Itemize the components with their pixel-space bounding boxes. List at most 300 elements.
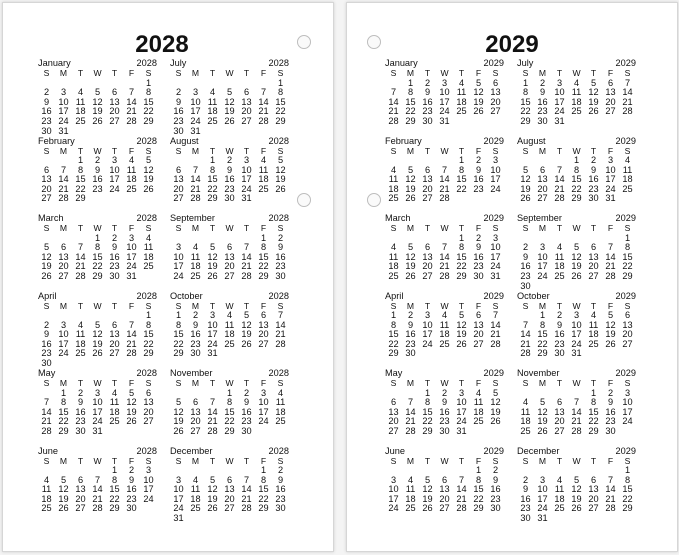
month-calendar — [517, 214, 636, 292]
day-cell — [238, 349, 255, 359]
day-cell: 1 — [226, 387, 233, 398]
weekday-letter: W — [225, 145, 234, 156]
weekday-letter: M — [59, 223, 68, 233]
month-name: December — [170, 445, 213, 456]
day-cell — [453, 117, 470, 127]
day-cell: 18 — [190, 493, 201, 504]
day-cell: 31 — [456, 425, 467, 436]
day-cell — [255, 514, 272, 524]
day-cell: 28 — [41, 425, 52, 436]
week-row — [170, 349, 289, 359]
day-cell: 10 — [92, 397, 103, 408]
day-cell: 18 — [207, 106, 218, 117]
day-cell: 20 — [588, 493, 599, 504]
day-cell: 2 — [475, 155, 482, 166]
weekday-letter: F — [260, 145, 267, 156]
day-cell — [619, 117, 636, 127]
day-cell: 4 — [624, 155, 631, 166]
day-cell: 12 — [405, 174, 416, 185]
weekday-letter: F — [607, 455, 614, 466]
day-cell: 17 — [388, 493, 399, 504]
day-cell: 16 — [490, 484, 501, 495]
day-cell — [436, 349, 453, 359]
day-cell: 3 — [424, 310, 431, 321]
month-year: 2029 — [483, 368, 504, 378]
day-cell: 31 — [490, 270, 501, 281]
day-cell: 1 — [539, 310, 546, 321]
day-cell: 23 — [173, 115, 184, 126]
day-cell: 5 — [128, 387, 135, 398]
day-cell: 22 — [173, 338, 184, 349]
day-cell: 8 — [226, 397, 233, 408]
month-year: 2029 — [615, 58, 636, 68]
day-cell: 24 — [109, 183, 120, 194]
day-cell: 8 — [573, 164, 580, 175]
day-cell: 5 — [145, 155, 152, 166]
day-cell: 5 — [94, 319, 101, 330]
day-cell — [272, 349, 289, 359]
day-cell: 14 — [126, 96, 137, 107]
day-cell: 10 — [173, 251, 184, 262]
day-cell: 15 — [258, 484, 269, 495]
day-cell: 8 — [475, 474, 482, 485]
day-cell: 30 — [520, 513, 531, 524]
day-cell: 14 — [554, 174, 565, 185]
day-cell: 27 — [537, 193, 548, 204]
day-cell: 11 — [456, 87, 467, 98]
day-cell: 20 — [75, 493, 86, 504]
weekday-letter: T — [243, 378, 250, 388]
day-cell: 29 — [622, 270, 633, 281]
day-cell: 14 — [605, 484, 616, 495]
day-cell: 14 — [405, 406, 416, 417]
day-cell: 8 — [590, 397, 597, 408]
day-cell: 7 — [573, 397, 580, 408]
weekday-letter: T — [111, 68, 118, 78]
day-cell: 10 — [58, 329, 69, 340]
day-cell: 15 — [537, 329, 548, 340]
weekday-letter: S — [145, 68, 152, 78]
weekday-header — [38, 69, 157, 79]
day-cell: 27 — [173, 193, 184, 204]
day-cell: 12 — [275, 164, 286, 175]
day-cell: 25 — [41, 503, 52, 514]
day-cell: 28 — [439, 270, 450, 281]
month-calendar — [385, 59, 504, 137]
weekday-letter: F — [128, 68, 135, 78]
day-cell: 4 — [573, 77, 580, 88]
day-cell: 11 — [571, 87, 582, 98]
day-cell: 4 — [111, 387, 118, 398]
day-cell: 31 — [92, 425, 103, 436]
day-cell: 17 — [554, 96, 565, 107]
day-cell: 26 — [126, 416, 137, 427]
day-cell: 23 — [75, 416, 86, 427]
month-calendar — [517, 137, 636, 215]
day-cell: 26 — [405, 270, 416, 281]
month-header — [385, 137, 504, 147]
weekday-letter: T — [458, 455, 465, 466]
month-header — [38, 292, 157, 302]
day-cell: 27 — [41, 193, 52, 204]
weekday-letter: T — [424, 300, 431, 311]
day-cell — [255, 194, 272, 204]
day-cell: 13 — [109, 329, 120, 340]
day-cell: 2 — [407, 310, 414, 321]
day-cell: 12 — [126, 397, 137, 408]
day-cell: 9 — [243, 397, 250, 408]
day-cell: 25 — [473, 416, 484, 427]
day-cell: 6 — [226, 474, 233, 485]
day-cell: 24 — [456, 416, 467, 427]
weekday-letter: S — [624, 68, 631, 78]
weekday-letter: F — [475, 455, 482, 466]
day-cell: 23 — [439, 416, 450, 427]
weekday-letter: S — [43, 378, 50, 388]
day-cell: 27 — [241, 115, 252, 126]
day-cell: 27 — [75, 503, 86, 514]
day-cell: 25 — [554, 270, 565, 281]
weekday-letter: M — [406, 378, 415, 388]
weekday-letter: T — [77, 68, 84, 78]
weekday-letter: W — [93, 455, 102, 466]
day-cell: 9 — [128, 474, 135, 485]
day-cell: 8 — [424, 397, 431, 408]
day-cell: 25 — [275, 416, 286, 427]
day-cell: 1 — [145, 77, 152, 88]
day-cell: 21 — [490, 329, 501, 340]
weekday-header — [170, 224, 289, 234]
day-cell: 26 — [275, 183, 286, 194]
day-cell: 2 — [492, 465, 499, 476]
day-cell: 8 — [111, 474, 118, 485]
weekday-letter: T — [556, 68, 563, 78]
day-cell: 3 — [128, 232, 135, 243]
day-cell: 4 — [226, 310, 233, 321]
weekday-letter: T — [590, 223, 597, 233]
day-cell: 3 — [492, 155, 499, 166]
day-cell: 14 — [190, 174, 201, 185]
day-cell — [470, 349, 487, 359]
day-cell: 9 — [43, 329, 50, 340]
day-cell: 6 — [260, 310, 267, 321]
day-cell: 21 — [41, 416, 52, 427]
day-cell: 26 — [537, 425, 548, 436]
day-cell: 11 — [554, 484, 565, 495]
day-cell: 16 — [75, 406, 86, 417]
day-cell: 24 — [173, 503, 184, 514]
day-cell: 16 — [224, 174, 235, 185]
day-cell: 21 — [439, 183, 450, 194]
day-cell: 13 — [173, 174, 184, 185]
day-cell: 6 — [590, 242, 597, 253]
day-cell: 22 — [258, 493, 269, 504]
day-cell: 22 — [109, 493, 120, 504]
weekday-letter: T — [243, 455, 250, 466]
day-cell: 20 — [109, 338, 120, 349]
day-cell: 1 — [111, 465, 118, 476]
day-cell — [602, 349, 619, 359]
weekday-letter: S — [277, 455, 284, 466]
day-cell: 5 — [407, 242, 414, 253]
day-cell: 14 — [456, 484, 467, 495]
weekday-letter: F — [128, 455, 135, 466]
day-cell: 22 — [571, 183, 582, 194]
month-name: June — [38, 445, 58, 456]
week-row — [517, 194, 636, 204]
day-cell: 22 — [75, 183, 86, 194]
weekday-letter: S — [522, 145, 529, 156]
month-year: 2029 — [483, 213, 504, 223]
day-cell: 30 — [241, 425, 252, 436]
day-cell: 7 — [522, 319, 529, 330]
day-cell: 2 — [94, 155, 101, 166]
day-cell: 25 — [554, 503, 565, 514]
day-cell: 5 — [407, 164, 414, 175]
day-cell: 17 — [622, 406, 633, 417]
day-cell — [123, 427, 140, 437]
month-name: May — [38, 368, 56, 378]
day-cell: 19 — [92, 338, 103, 349]
day-cell: 1 — [94, 232, 101, 243]
day-cell: 28 — [258, 115, 269, 126]
day-cell: 16 — [439, 406, 450, 417]
day-cell — [487, 117, 504, 127]
day-cell: 29 — [473, 503, 484, 514]
weekday-letter: F — [607, 223, 614, 233]
day-cell: 2 — [590, 155, 597, 166]
month-year: 2029 — [615, 290, 636, 301]
day-cell: 12 — [92, 329, 103, 340]
month-calendar — [385, 137, 504, 215]
weekday-letter: S — [390, 68, 397, 78]
day-cell: 28 — [190, 193, 201, 204]
day-cell — [534, 282, 551, 292]
day-cell: 3 — [441, 77, 448, 88]
weekday-header — [38, 457, 157, 467]
day-cell: 7 — [441, 242, 448, 253]
day-cell: 23 — [405, 338, 416, 349]
day-cell: 5 — [243, 310, 250, 321]
day-cell: 10 — [173, 484, 184, 495]
day-cell — [568, 117, 585, 127]
day-cell: 15 — [388, 329, 399, 340]
day-cell: 30 — [473, 270, 484, 281]
day-cell: 2 — [277, 232, 284, 243]
day-cell: 17 — [490, 174, 501, 185]
day-cell: 9 — [277, 474, 284, 485]
day-cell: 18 — [473, 406, 484, 417]
day-cell: 6 — [492, 77, 499, 88]
day-cell — [140, 194, 157, 204]
day-cell: 21 — [275, 329, 286, 340]
day-cell: 12 — [58, 484, 69, 495]
weekday-letter: F — [128, 223, 135, 233]
weekday-letter: T — [590, 145, 597, 156]
week-row — [385, 272, 504, 282]
day-cell: 24 — [190, 115, 201, 126]
day-cell: 22 — [405, 106, 416, 117]
weekday-letter: M — [191, 223, 200, 233]
weekday-letter: S — [43, 223, 50, 233]
day-cell: 30 — [41, 358, 52, 369]
day-cell: 13 — [605, 87, 616, 98]
week-row — [170, 127, 289, 137]
day-cell: 15 — [588, 406, 599, 417]
day-cell: 21 — [207, 416, 218, 427]
day-cell: 11 — [190, 251, 201, 262]
weekday-letter: T — [209, 68, 216, 78]
day-cell: 28 — [275, 338, 286, 349]
day-cell: 6 — [111, 87, 118, 98]
day-cell: 23 — [520, 503, 531, 514]
day-cell: 8 — [624, 242, 631, 253]
day-cell: 31 — [554, 115, 565, 126]
weekday-letter: T — [424, 455, 431, 466]
day-cell: 30 — [109, 270, 120, 281]
day-cell: 21 — [439, 261, 450, 272]
day-cell: 20 — [143, 406, 154, 417]
month-header — [170, 292, 289, 302]
day-cell: 2 — [77, 387, 84, 398]
day-cell: 26 — [92, 348, 103, 359]
day-cell: 23 — [92, 183, 103, 194]
day-cell: 11 — [439, 319, 450, 330]
weekday-letter: T — [556, 300, 563, 311]
day-cell: 15 — [207, 174, 218, 185]
month-year: 2029 — [615, 213, 636, 223]
day-cell: 10 — [456, 397, 467, 408]
weekday-letter: S — [175, 378, 182, 388]
day-cell: 2 — [441, 387, 448, 398]
day-cell — [619, 282, 636, 292]
weekday-letter: M — [59, 378, 68, 388]
weekday-letter: F — [607, 378, 614, 388]
day-cell — [89, 359, 106, 369]
day-cell: 2 — [43, 319, 50, 330]
weekday-letter: M — [406, 300, 415, 311]
day-cell: 22 — [58, 416, 69, 427]
day-cell: 21 — [241, 493, 252, 504]
day-cell — [221, 127, 238, 137]
day-cell: 18 — [388, 261, 399, 272]
day-cell: 18 — [520, 416, 531, 427]
day-cell — [89, 194, 106, 204]
day-cell — [123, 127, 140, 137]
day-cell: 20 — [473, 329, 484, 340]
day-cell: 8 — [145, 319, 152, 330]
day-cell: 7 — [128, 87, 135, 98]
day-cell: 7 — [209, 397, 216, 408]
day-cell: 4 — [277, 387, 284, 398]
weekday-letter: F — [128, 378, 135, 388]
day-cell: 28 — [622, 106, 633, 117]
week-row — [517, 349, 636, 359]
weekday-letter: F — [260, 378, 267, 388]
weekday-letter: W — [93, 378, 102, 388]
day-cell: 13 — [473, 319, 484, 330]
day-cell: 21 — [75, 261, 86, 272]
month-name: January — [385, 58, 418, 68]
weekday-letter: S — [145, 223, 152, 233]
day-cell: 5 — [424, 474, 431, 485]
weekday-letter: W — [440, 300, 449, 311]
day-cell: 28 — [554, 193, 565, 204]
day-cell — [470, 427, 487, 437]
day-cell: 8 — [522, 87, 529, 98]
day-cell — [487, 349, 504, 359]
day-cell — [619, 427, 636, 437]
day-cell: 6 — [60, 242, 67, 253]
day-cell: 17 — [456, 406, 467, 417]
weekday-letter: W — [225, 378, 234, 388]
day-cell: 5 — [277, 155, 284, 166]
day-cell: 12 — [605, 319, 616, 330]
day-cell: 26 — [92, 115, 103, 126]
day-cell: 12 — [571, 484, 582, 495]
day-cell: 15 — [275, 96, 286, 107]
month-name: July — [170, 58, 187, 68]
month-calendar — [517, 292, 636, 370]
weekday-letter: T — [209, 145, 216, 156]
day-cell: 17 — [58, 338, 69, 349]
weekday-letter: F — [260, 300, 267, 311]
day-cell: 2 — [277, 465, 284, 476]
day-cell: 23 — [422, 106, 433, 117]
day-cell: 6 — [111, 319, 118, 330]
weekday-letter: M — [538, 68, 547, 78]
day-cell — [619, 349, 636, 359]
month-year: 2028 — [136, 445, 157, 456]
day-cell: 17 — [109, 174, 120, 185]
day-cell: 20 — [224, 261, 235, 272]
day-cell: 19 — [126, 406, 137, 417]
day-cell: 12 — [207, 484, 218, 495]
day-cell: 20 — [224, 493, 235, 504]
day-cell — [187, 514, 204, 524]
weekday-letter: T — [111, 223, 118, 233]
day-cell: 11 — [520, 406, 531, 417]
weekday-letter: W — [225, 300, 234, 311]
day-cell: 27 — [422, 270, 433, 281]
day-cell: 12 — [588, 87, 599, 98]
weekday-letter: S — [492, 145, 499, 156]
day-cell: 22 — [520, 106, 531, 117]
day-cell: 15 — [571, 174, 582, 185]
day-cell: 2 — [111, 232, 118, 243]
day-cell — [72, 359, 89, 369]
weekday-letter: T — [590, 378, 597, 388]
day-cell — [602, 282, 619, 292]
day-cell — [585, 349, 602, 359]
day-cell: 23 — [537, 106, 548, 117]
month-year: 2028 — [136, 135, 157, 146]
day-cell: 30 — [520, 280, 531, 291]
day-cell: 25 — [109, 416, 120, 427]
day-cell: 16 — [41, 338, 52, 349]
day-cell: 10 — [258, 397, 269, 408]
day-cell: 6 — [475, 310, 482, 321]
day-cell: 7 — [60, 164, 67, 175]
day-cell: 2 — [243, 387, 250, 398]
day-cell: 14 — [571, 406, 582, 417]
day-cell: 22 — [588, 416, 599, 427]
day-cell: 25 — [258, 183, 269, 194]
day-cell: 20 — [622, 329, 633, 340]
day-cell: 7 — [243, 474, 250, 485]
day-cell: 25 — [588, 338, 599, 349]
day-cell: 11 — [143, 242, 154, 253]
